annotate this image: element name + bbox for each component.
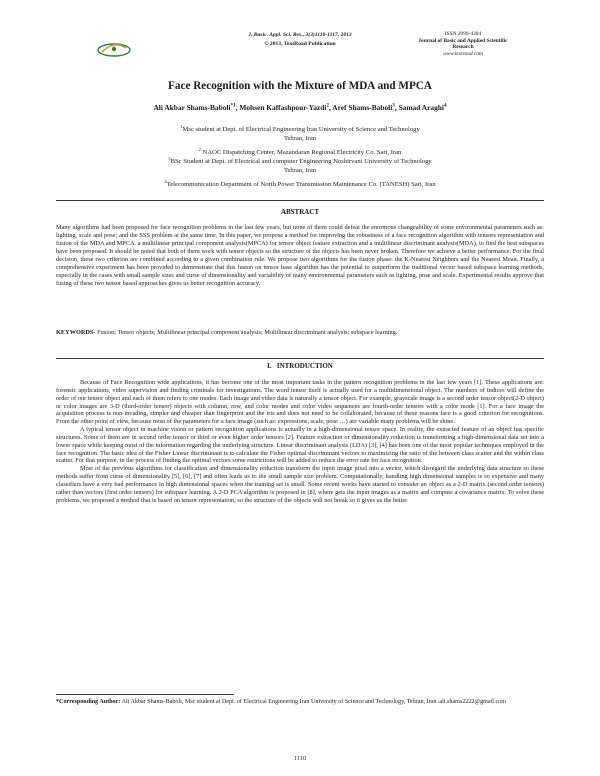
affiliation-3: $^3$BSc Student at Dept. of Electrical and computer Engineering Noshirvani University of Technology Tehran, Iran (168, 155, 432, 174)
keywords (56, 329, 544, 337)
affiliation-4: $^4$Telecommunication Department of North Power Transmission Maintenance Co. (TANESH) Sari, Iran (164, 178, 436, 188)
author-list (40, 103, 560, 112)
section-number: I. (267, 362, 272, 370)
abstract-text: Many algorithms had been proposed for face recognition problems in the last few years, but none of them could defeat the enormous changeability of some environmental parameters such as: lighting, scale and pose; and the SSS problem at the same time. In this paper, we propose a method for improving the robustness of a face recognition algorithm with tensors representation and fusion of the MDA and MPCA. a multilinear principal component analysis(MPCA) for tensor object feature extraction and a multilinear discriminant analysis(MDA), to find the best subspaces have been proposed. It should be noted that both of them work with tensor objects so the structure of the objects has been never broken. Therefore we achieve a better performance. For the final decision, these two criterion are combined according to a given combination rule. We propose two algorithms for the fusion phase: the K-Nearest Neighbors and the Nearest Mean. Finally, a comprehensive experiment has been provided to demonstrate that this fusion on tensor base algorithm has the potential to outperform the traditional vector based subspace learning methods, especially in the cases with small sample sizes and curse of dimensionality and variability of many environmental parameters such as lighting, pose and scale. Experimental results approve that fusing of these two tensor based approaches gives us better recognition accuracy. (56, 224, 544, 288)
affiliation-1: $^1$Msc student at Dept. of Electrical Engineering Iran University of Science and Technology Tehran, Iran (180, 123, 420, 142)
divider (56, 200, 544, 201)
author-sup: 4 (443, 102, 447, 109)
author-name: , Mohsen Kaffashpour-Yazdi (235, 103, 327, 112)
author-sup: 3 (392, 102, 395, 109)
section-body (56, 379, 544, 505)
journal-name: Journal of Basic and Applied Scientific Research (418, 37, 508, 51)
footnote-label: *Corresponding Author: (56, 699, 121, 705)
issn: ISSN 2090-4304 (444, 31, 482, 37)
affiliation-2: $^2$ NAOC Dispatching Center, Mazandaran Regional Electricity Co. Sari, Iran (198, 146, 402, 156)
journal-url[interactable]: www.textroad.com (443, 50, 483, 57)
abstract-heading: ABSTRACT (280, 208, 320, 216)
section-title: INTRODUCTION (276, 362, 333, 370)
author-sup: *1 (230, 102, 236, 109)
author-name: Ali Akbar Shams-Baboli (153, 103, 231, 112)
author-sup: 2 (326, 102, 329, 109)
paragraph: Because of Face Recognition wide applications, it has become one of the most important tasks in the pattern recognition problems in the last few years [1]. These applications are: forensic applications, video supervision and finding criminals for investigations. The word tensor itself is actually used for a multidimensional object. The numbers of indices will define the order of our tensor object and each of them refers to one modes. Each image and video data is naturally a tensor object. For example, grayscale image is a second order tensor object(2-D object) or color images are 3-D (third-order tensor) objects with column, row, and color modes and color video sequences are fourth-order tensors with a color mode [1]. For a face image the acquisition process is non-invading, simpler and cheaper than fingerprint and the iris and does not need to be collaborated, because of these reasons face is a good criterion for recognitions. From the other point of view, because most of the parameters for a face image (such as: expressions, scale, pose …) are variable many problems will be shine. (56, 379, 544, 426)
page-number: 1110 (293, 755, 307, 762)
keywords-label: KEYWORDS- (56, 329, 96, 336)
author-name: , Aref Shams-Baboli (328, 103, 393, 112)
footnote-divider (56, 694, 234, 695)
footnote-text: Ali Akbar Shams-Baboli, Msc student at Dept. of Electrical Engineering Iran University of Science and Technology, Tehran, Iran .ali.shams2222@gmail.com (120, 699, 506, 705)
paragraph: Most of the previous algorithms for classification and dimensionality reduction transform the input image pixel into a vector, which disregard the underlying data structure so these methods suffer from curse of dimensionality [5], [6], [7] and often leads us to the small sample size problem. Computationally, handling high dimensional samples is so expensive and many classifiers have a very bad performance in high dimensional spaces when the training set is small. Some recent works have started to consider an object as a 2-D matrix (second order tensors) rather than vectors (first order tensors) for subspace learning. A 2-D PCA algorithm is proposed in [8], where gets the input images as a matrix and compute a covariance matrix. To solve these problems, we proposed a method that is based on tensor representation, so the structure of the objects will not break so it gives us the better (56, 465, 544, 504)
journal-header (215, 31, 385, 49)
publisher-logo-icon (96, 40, 132, 58)
corresponding-author-footnote (56, 698, 544, 706)
paragraph: A typical tensor object in machine vision or pattern recognition applications is actually in a high-dimensional tensor space. In reality, the extracted feature of an object has specific structures. Some of them are in second order tensor or third or even higher order tensors [2]. Feature extraction or dimensionality reduction is transforming a high-dimensional data set into a lower space while keeping most of the information regarding the underlying structure. Linear discriminant analysis (LDA) [3], [4] has been one of the most popular techniques employed in the face recognition. The basic idea of the Fisher Linear discriminant is to calculate the Fisher optimal discriminant vectors to maximizing the ratio of the between class scatter and the within class scatter. For that purpose, in the process of finding the optimal vectors some restrictions will be added to reduce the error rate for face recognition. (56, 426, 544, 465)
section-heading (56, 362, 544, 370)
journal-reference: J. Basic. Appl. Sci. Res., 3(3)1110-1117, 2013 (248, 32, 352, 38)
divider (56, 358, 544, 359)
journal-info (408, 31, 518, 57)
keywords-text: Fusion; Tensor objects; Multilinear principal component analysis; Multilinear discriminant analysis; subspace learning. (95, 329, 398, 336)
author-name: , Samad Araghi (394, 103, 444, 112)
paper-title: Face Recognition with the Mixture of MDA and MPCA (168, 80, 432, 92)
copyright: © 2013, TextRoad Publication (264, 41, 336, 47)
